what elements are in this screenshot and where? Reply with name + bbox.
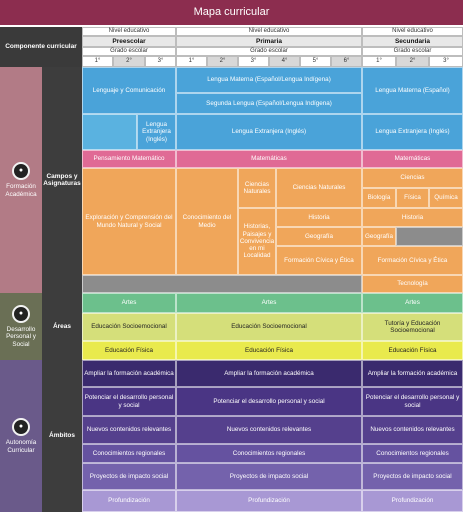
exploracion-mundo: Exploración y Comprensión del Mundo Natural y Social — [82, 168, 176, 275]
potenciar-desarrollo-secundaria: Potenciar el desarrollo personal y social — [362, 387, 463, 416]
grade-pre-2: 2° — [113, 56, 145, 67]
profundizacion-preescolar: Profundización — [82, 490, 176, 512]
biologia: Biología — [362, 188, 396, 208]
lengua-materna-primaria: Lengua Materna (Español/Lengua Indígena) — [176, 67, 362, 93]
conocimientos-regionales-preescolar: Conocimientos regionales — [82, 444, 176, 463]
ciencias-naturales-3: Ciencias Naturales — [238, 168, 276, 208]
nivel-label-pre: Nivel educativo — [82, 27, 176, 36]
conocimientos-regionales-primaria: Conocimientos regionales — [176, 444, 362, 463]
grade-sec-1: 1° — [362, 56, 396, 67]
tecnologia: Tecnología — [362, 275, 463, 293]
educacion-fisica-secundaria: Educación Física — [362, 341, 463, 360]
pensamiento-matematico: Pensamiento Matemático — [82, 150, 176, 168]
component-desarrollo-personal — [0, 293, 42, 360]
ampliar-formacion-preescolar: Ampliar la formación académica — [82, 360, 176, 387]
grade-pri-3: 3° — [238, 56, 269, 67]
person-icon: ● — [12, 305, 30, 323]
grade-pri-6: 6° — [331, 56, 362, 67]
grado-label-pre: Grado escolar — [82, 47, 176, 56]
level-secundaria: Secundaria — [362, 36, 463, 47]
componente-curricular-header: Componente curricular — [0, 27, 82, 67]
historias-paisajes: Historias, Paisajes y Convivencia en mi Localidad — [238, 208, 276, 275]
educacion-socioemocional-preescolar: Educación Socioemocional — [82, 313, 176, 341]
campos-asignaturas-label: Campos y Asignaturas — [42, 67, 82, 293]
profundizacion-primaria: Profundización — [176, 490, 362, 512]
potenciar-desarrollo-primaria: Potenciar el desarrollo personal y social — [176, 387, 362, 416]
conocimiento-medio: Conocimiento del Medio — [176, 168, 238, 275]
grade-pre-3: 3° — [145, 56, 176, 67]
artes-preescolar: Artes — [82, 293, 176, 313]
lengua-extranjera-secundaria: Lengua Extranjera (Inglés) — [362, 114, 463, 150]
grade-pri-1: 1° — [176, 56, 207, 67]
nivel-label-pri: Nivel educativo — [176, 27, 362, 36]
grado-label-sec: Grado escolar — [362, 47, 463, 56]
geografia-primaria: Geografía — [276, 227, 362, 246]
proyectos-impacto-primaria: Proyectos de impacto social — [176, 463, 362, 490]
grade-pri-2: 2° — [207, 56, 238, 67]
formacion-civica-primaria: Formación Cívica y Ética — [276, 246, 362, 275]
artes-secundaria: Artes — [362, 293, 463, 313]
ampliar-formacion-primaria: Ampliar la formación académica — [176, 360, 362, 387]
level-preescolar: Preescolar — [82, 36, 176, 47]
fisica: Física — [396, 188, 429, 208]
page-title: Mapa curricular — [0, 0, 463, 25]
historia-secundaria: Historia — [362, 208, 463, 227]
historia-primaria: Historia — [276, 208, 362, 227]
areas-label: Áreas — [42, 293, 82, 360]
component-formacion-academica — [0, 67, 42, 293]
artes-primaria: Artes — [176, 293, 362, 313]
matematicas-secundaria: Matemáticas — [362, 150, 463, 168]
educacion-socioemocional-primaria: Educación Socioemocional — [176, 313, 362, 341]
grade-pri-4: 4° — [269, 56, 300, 67]
segunda-lengua-primaria: Segunda Lengua (Español/Lengua Indígena) — [176, 93, 362, 114]
level-primaria: Primaria — [176, 36, 362, 47]
lenguaje-comunicacion: Lenguaje y Comunicación — [82, 67, 176, 114]
formacion-civica-secundaria: Formación Cívica y Ética — [362, 246, 463, 275]
ambitos-label: Ámbitos — [42, 360, 82, 512]
grado-label-pri: Grado escolar — [176, 47, 362, 56]
grade-sec-3: 3° — [429, 56, 463, 67]
conocimientos-regionales-secundaria: Conocimientos regionales — [362, 444, 463, 463]
component-autonomia-label: Autonomía Curricular — [5, 439, 37, 454]
grade-pri-5: 5° — [300, 56, 331, 67]
lengua-materna-secundaria: Lengua Materna (Español) — [362, 67, 463, 114]
ampliar-formacion-secundaria: Ampliar la formación académica — [362, 360, 463, 387]
nuevos-contenidos-primaria: Nuevos contenidos relevantes — [176, 416, 362, 444]
nuevos-contenidos-secundaria: Nuevos contenidos relevantes — [362, 416, 463, 444]
educacion-fisica-primaria: Educación Física — [176, 341, 362, 360]
matematicas-primaria: Matemáticas — [176, 150, 362, 168]
puzzle-icon: ● — [12, 418, 30, 436]
geografia-secundaria-empty — [396, 227, 463, 246]
component-autonomia-curricular — [0, 360, 42, 512]
component-desarrollo-label: Desarrollo Personal y Social — [6, 326, 36, 348]
quimica: Química — [429, 188, 463, 208]
nivel-label-sec: Nivel educativo — [362, 27, 463, 36]
tecnologia-empty — [82, 275, 362, 293]
educacion-fisica-preescolar: Educación Física — [82, 341, 176, 360]
student-icon: ● — [12, 162, 30, 180]
lengua-extranjera-primaria: Lengua Extranjera (Inglés) — [176, 114, 362, 150]
profundizacion-secundaria: Profundización — [362, 490, 463, 512]
proyectos-impacto-preescolar: Proyectos de impacto social — [82, 463, 176, 490]
lengua-extranjera-blank — [82, 114, 137, 150]
component-formacion-label: Formación Académica — [5, 183, 37, 198]
grade-pre-1: 1° — [82, 56, 113, 67]
grade-sec-2: 2° — [396, 56, 429, 67]
ciencias-naturales-4-6: Ciencias Naturales — [276, 168, 362, 208]
potenciar-desarrollo-preescolar: Potenciar el desarrollo personal y social — [82, 387, 176, 416]
geografia-secundaria: Geografía — [362, 227, 396, 246]
lengua-extranjera-preescolar: Lengua Extranjera (Inglés) — [137, 114, 176, 150]
ciencias-secundaria: Ciencias — [362, 168, 463, 188]
tutoria-socioemocional: Tutoría y Educación Socioemocional — [362, 313, 463, 341]
proyectos-impacto-secundaria: Proyectos de impacto social — [362, 463, 463, 490]
nuevos-contenidos-preescolar: Nuevos contenidos relevantes — [82, 416, 176, 444]
